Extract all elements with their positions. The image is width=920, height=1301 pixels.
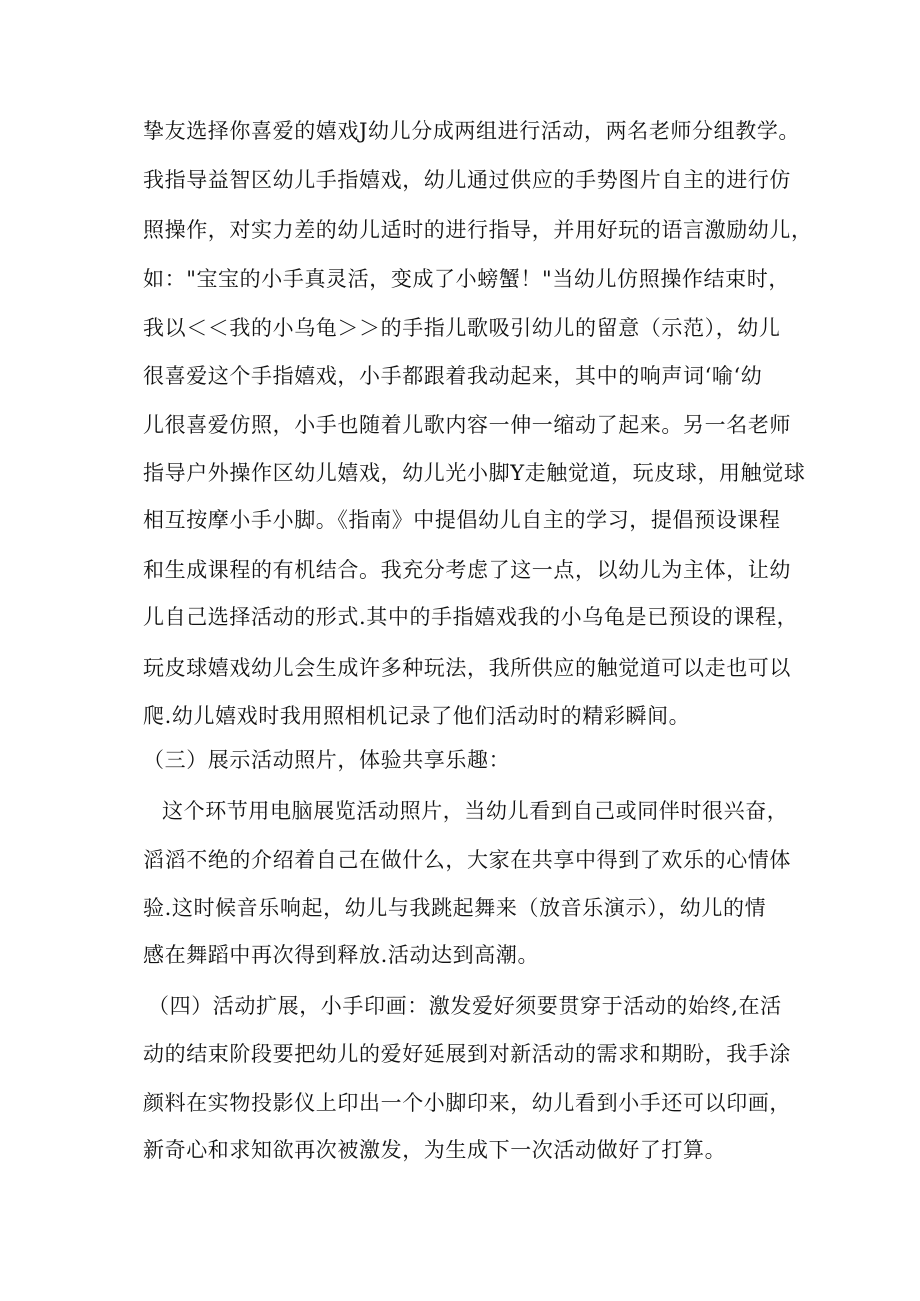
section-heading: （三）展示活动照片，体验共享乐趣： xyxy=(143,748,511,772)
text-line: 这个环节用电脑展览活动照片，当幼儿看到自己或同伴时很兴奋， xyxy=(162,799,789,823)
text-line: 很喜爱这个手指嬉戏，小手都跟着我动起来，其中的响声词‘喻‘幼 xyxy=(143,364,763,388)
text-line: 玩皮球嬉戏幼儿会生成许多种玩法，我所供应的触觉道可以走也可以 xyxy=(143,656,791,680)
text-line: 儿自己选择活动的形式.其中的手指嬉戏我的小乌龟是已预设的课程， xyxy=(143,605,799,629)
text-line: 我以＜＜我的小乌龟＞＞的手指儿歌吸引幼儿的留意（示范），幼儿 xyxy=(143,316,781,340)
text-line: 和生成课程的有机结合。我充分考虑了这一点，以幼儿为主体，让幼 xyxy=(143,558,791,582)
text-line: 动的结束阶段要把幼儿的爱好延展到对新活动的需求和期盼，我手涂 xyxy=(143,1042,791,1066)
text-line: 照操作，对实力差的幼儿适时的进行指导，并用好玩的语言激励幼儿， xyxy=(143,218,813,242)
text-line: 颜料在实物投影仪上印出一个小脚印来，幼儿看到小手还可以印画， xyxy=(143,1091,791,1115)
text-line: 我指导益智区幼儿手指嬉戏，幼儿通过供应的手势图片自主的进行仿 xyxy=(143,168,791,192)
text-line: 感在舞蹈中再次得到释放.活动达到高潮。 xyxy=(143,943,540,967)
text-line: （四）活动扩展，小手印画：激发爱好须要贯穿于活动的始终,在活 xyxy=(148,994,782,1018)
text-line: 指导户外操作区幼儿嬉戏，幼儿光小脚Y走触觉道，玩皮球，用触觉球 xyxy=(143,461,806,485)
text-line: 挚友选择你喜爱的嬉戏J幼儿分成两组进行活动，两名老师分组教学。 xyxy=(143,119,801,143)
text-line: 新奇心和求知欲再次被激发，为生成下一次活动做好了打算。 xyxy=(143,1138,727,1162)
text-line: 相互按摩小手小脚。《指南》中提倡幼儿自主的学习，提倡预设课程 xyxy=(143,508,781,532)
text-line: 滔滔不绝的介绍着自己在做什么，大家在共享中得到了欢乐的心情体 xyxy=(143,848,791,872)
text-line: 儿很喜爱仿照，小手也随着儿歌内容一伸一缩动了起来。另一名老师 xyxy=(143,413,791,437)
text-line: 如："宝宝的小手真灵活，变成了小螃蟹！"当幼儿仿照操作结束时， xyxy=(143,267,790,291)
text-line: 验.这时候音乐响起，幼儿与我跳起舞来（放音乐演示），幼儿的情 xyxy=(143,896,767,920)
text-line: 爬.幼儿嬉戏时我用照相机记录了他们活动时的精彩瞬间。 xyxy=(143,704,691,728)
